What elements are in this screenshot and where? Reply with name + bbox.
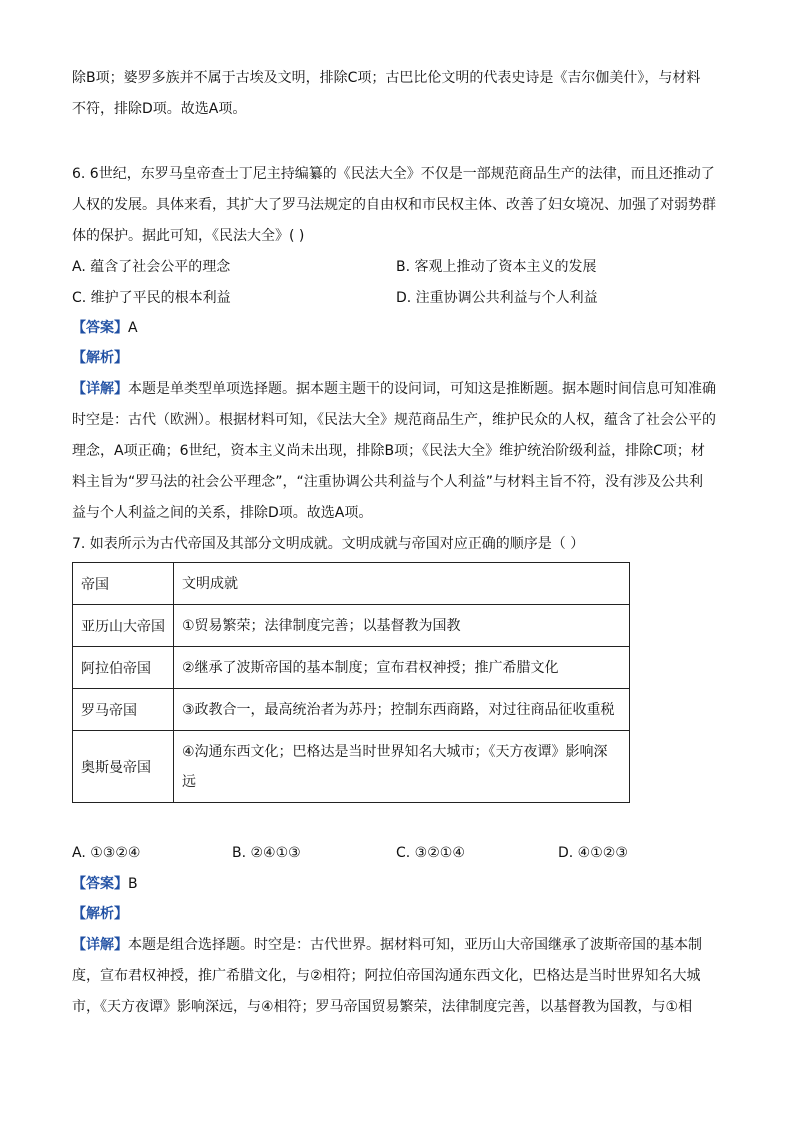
q6-option-b[interactable]: B. 客观上推动了资本主义的发展: [396, 259, 597, 275]
table-row: [73, 605, 630, 647]
q6-detail-line: 时空是：古代（欧洲）。根据材料可知，《民法大全》规范商品生产，维护民众的人权，蕴含了社会公平的: [72, 412, 716, 428]
q7-option-b[interactable]: B. ②④①③: [232, 845, 301, 861]
q6-analysis-heading: [72, 348, 724, 368]
analysis-label: 【解析】: [72, 350, 128, 366]
table-header-row: [73, 563, 630, 605]
table-cell-achievement: ①贸易繁荣；法律制度完善；以基督教为国教: [174, 605, 630, 647]
detail-text: 本题是组合选择题。时空是：古代世界。据材料可知，亚历山大帝国继承了波斯帝国的基本制: [128, 937, 702, 953]
q6-stem-line: 体的保护。据此可知，《民法大全》( ): [72, 228, 305, 244]
q7-detail-line: 市，《天方夜谭》影响深远，与④相符；罗马帝国贸易繁荣，法律制度完善，以基督教为国教，与①相: [72, 999, 693, 1015]
table-row: [73, 689, 630, 731]
civilization-table: [72, 562, 630, 803]
answer-label: 【答案】: [72, 320, 128, 336]
text-line: 不符，排除D项。故选A项。: [72, 101, 247, 117]
detail-label: 【详解】: [72, 381, 128, 397]
answer-value: A: [128, 320, 138, 336]
table-cell-achievement: ②继承了波斯帝国的基本制度；宣布君权神授；推广希腊文化: [174, 647, 630, 689]
q7-analysis-heading: [72, 904, 724, 924]
table-row: [73, 731, 630, 803]
q6-stem-line: 6. 6世纪，东罗马皇帝查士丁尼主持编纂的《民法大全》不仅是一部规范商品生产的法律，而且还推动了: [72, 166, 715, 182]
table-header-cell: 文明成就: [174, 563, 630, 605]
table-cell-empire: 奥斯曼帝国: [73, 731, 174, 803]
q6-option-a[interactable]: A. 蕴含了社会公平的理念: [72, 259, 231, 275]
analysis-label: 【解析】: [72, 906, 128, 922]
answer-value: B: [128, 876, 138, 892]
detail-text: 本题是单类型单项选择题。据本题主题干的设问词，可知这是推断题。据本题时间信息可知准确: [128, 381, 716, 397]
q7-option-d[interactable]: D. ④①②③: [558, 845, 628, 861]
q7-option-c[interactable]: C. ③②①④: [396, 845, 465, 861]
q7-option-a[interactable]: A. ①③②④: [72, 845, 141, 861]
answer-label: 【答案】: [72, 876, 128, 892]
q6-stem-line: 人权的发展。具体来看，其扩大了罗马法规定的自由权和市民权主体、改善了妇女境况、加强了对弱势群: [72, 197, 716, 213]
table-cell-empire: 亚历山大帝国: [73, 605, 174, 647]
table-cell-achievement: ④沟通东西文化；巴格达是当时世界知名大城市；《天方夜谭》影响深远: [174, 731, 630, 803]
q6-detail-line: 益与个人利益之间的关系，排除D项。故选A项。: [72, 505, 373, 521]
q6-option-d[interactable]: D. 注重协调公共利益与个人利益: [396, 290, 598, 306]
q7-detail-line: 度，宣布君权神授，推广希腊文化，与②相符；阿拉伯帝国沟通东西文化，巴格达是当时世界知名大城: [72, 968, 701, 984]
q6-option-c[interactable]: C. 维护了平民的根本利益: [72, 290, 231, 306]
table-cell-achievement: ③政教合一，最高统治者为苏丹；控制东西商路，对过往商品征收重税: [174, 689, 630, 731]
q7-detail-line: [72, 935, 724, 955]
table-cell-empire: 罗马帝国: [73, 689, 174, 731]
q6-detail-line: 料主旨为“罗马法的社会公平理念”，“注重协调公共利益与个人利益”与材料主旨不符，没有涉及公共利: [72, 474, 704, 490]
q7-stem: 7. 如表所示为古代帝国及其部分文明成就。文明成就与帝国对应正确的顺序是（ ）: [72, 536, 585, 552]
text-line: 除B项；婆罗多族并不属于古埃及文明，排除C项；古巴比伦文明的代表史诗是《吉尔伽美什》，与材料: [72, 70, 701, 86]
table-cell-empire: 阿拉伯帝国: [73, 647, 174, 689]
q6-detail-line: 理念，A项正确；6世纪，资本主义尚未出现，排除B项；《民法大全》维护统治阶级利益，排除C项；材: [72, 443, 705, 459]
q6-detail-line: [72, 379, 724, 399]
q6-answer: [72, 318, 724, 338]
table-header-cell: 帝国: [73, 563, 174, 605]
detail-label: 【详解】: [72, 937, 128, 953]
q7-answer: [72, 874, 724, 894]
table-row: [73, 647, 630, 689]
